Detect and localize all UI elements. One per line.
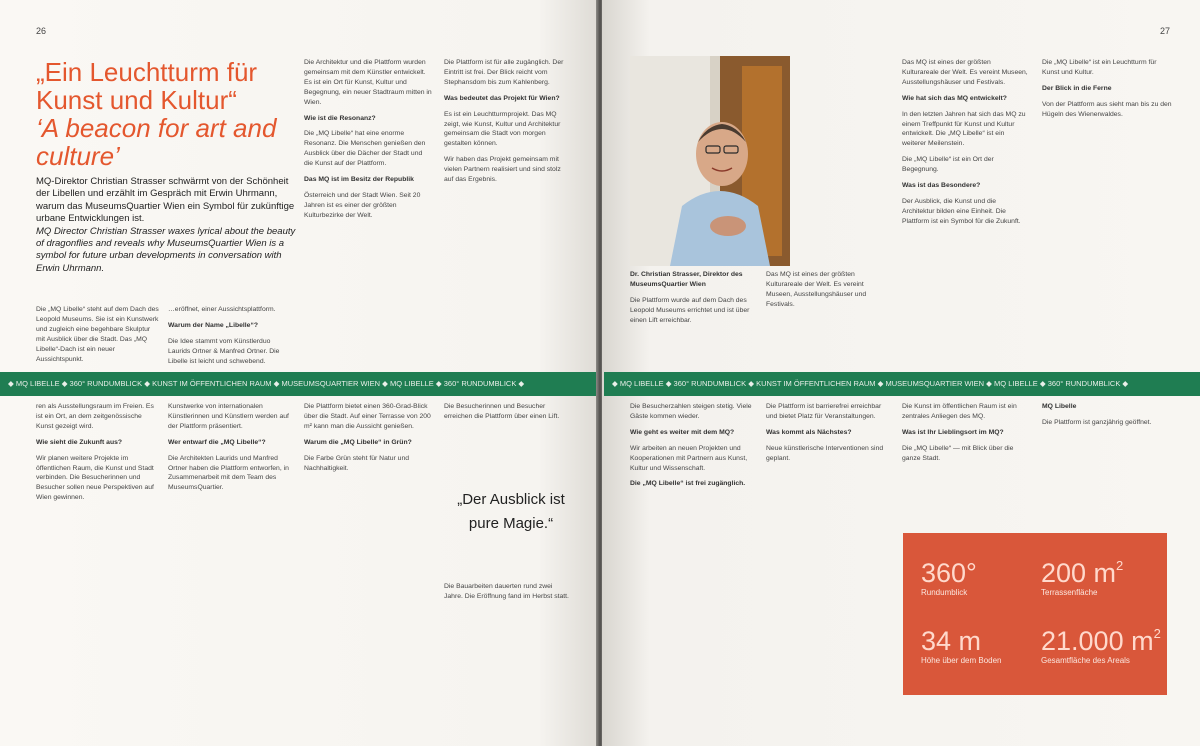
stat-terrassenflaeche (1041, 551, 1161, 598)
article-column-r3-lower (902, 402, 1028, 522)
column-subheading: Was ist Ihr Lieblingsort im MQ? (902, 428, 1004, 436)
page-number-right: 27 (1159, 26, 1170, 36)
article-column-2-lower (168, 402, 292, 702)
column-text: Die Bauarbeiten dauerten rund zwei Jahre. Die Eröffnung fand im Herbst statt. (444, 583, 569, 600)
stats-box (903, 533, 1167, 695)
article-column-r2-lower (766, 402, 890, 702)
column-text: Die Idee stammt vom Künstlerduo Laurids Ortner & Manfred Ortner. Die Libelle ist leicht und schwebend. (168, 337, 280, 365)
column-subheading: Warum die „MQ Libelle“ in Grün? (304, 438, 412, 446)
column-text: Es ist ein Leuchtturmprojekt. Das MQ zeigt, wie Kunst, Kultur und Architektur gemeinsam die Stadt von morgen gestalten können. (444, 110, 561, 148)
portrait-illustration (630, 56, 790, 266)
photo-caption: Dr. Christian Strasser, Direktor des MuseumsQuartier Wien (630, 271, 743, 288)
column-text: …eröffnet, einer Aussichtsplattform. (168, 306, 276, 313)
lead-english: MQ Director Christian Strasser waxes lyrical about the beauty of dragonflies and reveals why MuseumsQuartier Wien is a symbol for future urban developments in conversation with Erwin Uhrmann. (36, 225, 296, 274)
column-subheading: Der Blick in die Ferne (1042, 84, 1112, 92)
column-subheading: Wie hat sich das MQ entwickelt? (902, 94, 1007, 102)
column-text: Die Besucherinnen und Besucher erreichen die Plattform über einen Lift. (444, 403, 560, 420)
column-text: Die „MQ Libelle“ — mit Blick über die ganze Stadt. (902, 444, 1014, 462)
green-band-left: ◆ MQ LIBELLE ◆ 360° RUNDUMBLICK ◆ KUNST IM ÖFFENTLICHEN RAUM ◆ MUSEUMSQUARTIER WIEN ◆ MQ LIBELLE ◆ 360° RUNDUMBLICK ◆ (0, 372, 596, 396)
column-text: Die Plattform ist für alle zugänglich. Der Eintritt ist frei. Der Blick reicht vom Stephansdom bis zum Kahlenberg. (444, 59, 564, 86)
article-column-r4 (1042, 58, 1172, 370)
column-text: Das MQ ist eines der größten Kulturareale der Welt. Es vereint Museen, Ausstellungshäuser und Festivals. (902, 59, 1028, 86)
column-text: Wir haben das Projekt gemeinsam mit vielen Partnern realisiert und sind stolz auf das Ergebnis. (444, 156, 561, 184)
article-column-3-lower (304, 402, 432, 702)
article-column-1 (36, 305, 160, 369)
column-subheading: Warum der Name „Libelle“? (168, 321, 259, 329)
article-column-4-lower (444, 582, 572, 702)
article-column-3 (304, 58, 432, 370)
column-text: Neue künstlerische Interventionen sind geplant. (766, 444, 884, 462)
stat-gesamtflaeche (1041, 619, 1161, 666)
column-text: Die Architektur und die Plattform wurden gemeinsam mit dem Künstler entwickelt. Es ist ein Ort für Kunst, Kultur und Begegnung, ein neuer Stadtraum mitten in Wien. (304, 59, 432, 106)
stat-value: 360° (921, 558, 977, 588)
article-column-2 (168, 305, 292, 369)
column-subheading: Wie ist die Resonanz? (304, 114, 376, 122)
column-text: Die Plattform bietet einen 360-Grad-Blick über die Stadt. Auf einer Terrasse von 200 m² kann man die Aussicht genießen. (304, 403, 431, 430)
article-column-4 (444, 58, 572, 370)
stat-rundumblick (921, 551, 1041, 598)
column-subheading: Was ist das Besondere? (902, 182, 981, 190)
article-column-r2-top (766, 270, 890, 370)
column-text: Die Kunst im öffentlichen Raum ist ein zentrales Anliegen des MQ. (902, 403, 1017, 420)
stat-value: 200 $m^2$ (1041, 558, 1124, 588)
lead-paragraph (36, 176, 302, 275)
stat-value: 21.000 $m^2$ (1041, 626, 1161, 656)
column-text: Österreich und der Stadt Wien. Seit 20 Jahren ist es einer der größten Kulturbezirke der Welt. (304, 191, 421, 219)
article-column-1-lower (36, 402, 160, 702)
column-text: Die Plattform wurde auf dem Dach des Leopold Museums errichtet und ist über einen Lift erreichbar. (630, 296, 750, 324)
column-text: Kunstwerke von internationalen Künstlerinnen und Künstlern werden auf der Plattform präsentiert. (168, 403, 289, 430)
green-band-right: ◆ MQ LIBELLE ◆ 360° RUNDUMBLICK ◆ KUNST IM ÖFFENTLICHEN RAUM ◆ MUSEUMSQUARTIER WIEN ◆ MQ LIBELLE ◆ 360° RUNDUMBLICK ◆ (604, 372, 1200, 396)
article-column-r1-lower (630, 402, 754, 702)
column-subheading: Wie geht es weiter mit dem MQ? (630, 428, 735, 436)
stat-label: Höhe über dem Boden (921, 656, 1002, 665)
column-text: Die Plattform ist ganzjährig geöffnet. (1042, 418, 1152, 426)
column-subheading: Die „MQ Libelle“ ist frei zugänglich. (630, 480, 746, 488)
column-text: In den letzten Jahren hat sich das MQ zu einem Treffpunkt für Kunst und Kultur entwickelt. Die „MQ Libelle“ ist ein weiterer Meilenstein. (902, 110, 1026, 148)
article-column-r4-lower (1042, 402, 1172, 522)
headline (36, 58, 306, 170)
column-subheading: Wie sieht die Zukunft aus? (36, 438, 123, 446)
article-column-r3 (902, 58, 1028, 370)
lead-german: MQ-Direktor Christian Strasser schwärmt von der Schönheit der Libellen und erzählt im Gespräch mit Erwin Uhrmann, warum das MuseumsQuartier Wien ein Symbol für zukünftige urbane Entwicklungen ist. (36, 176, 295, 225)
column-subheading: Wer entwarf die „MQ Libelle“? (168, 438, 266, 446)
column-text: ren als Ausstellungsraum im Freien. Es ist ein Ort, an dem zeitgenössische Kunst gezeigt wird. (36, 403, 154, 430)
column-text: Von der Plattform aus sieht man bis zu den Hügeln des Wienerwaldes. (1042, 100, 1172, 118)
pull-quote: „Der Ausblick ist pure Magie.“ (457, 491, 565, 532)
headline-english: ‘A beacon for art and culture’ (36, 113, 277, 171)
column-text: Die „MQ Libelle“ ist ein Ort der Begegnung. (902, 156, 994, 174)
stat-hoehe (921, 619, 1041, 666)
stat-label: Terrassenfläche (1041, 588, 1098, 597)
column-subheading: MQ Libelle (1042, 403, 1077, 410)
portrait-photo (630, 56, 790, 266)
article-column-4-lower-top (444, 402, 572, 462)
column-text: Die „MQ Libelle“ ist ein Leuchtturm für Kunst und Kultur. (1042, 59, 1157, 76)
column-text: Das MQ ist eines der größten Kulturareale der Welt. Es vereint Museen, Ausstellungshäuser und Festivals. (766, 271, 867, 308)
photo-caption-column (630, 270, 754, 370)
column-text: Die Plattform ist barrierefrei erreichbar und bietet Platz für Veranstaltungen. (766, 403, 882, 420)
column-text: Wir arbeiten an neuen Projekten und Kooperationen mit Partnern aus Kunst, Kultur und Wissenschaft. (630, 444, 748, 472)
stat-value: 34 m (921, 626, 982, 656)
column-text: Die „MQ Libelle“ steht auf dem Dach des Leopold Museums. Sie ist ein Kunstwerk und zugleich eine begehbare Skulptur mit Ausblick über die Stadt. Das „MQ Libelle“-Dach ist ein neuer Aussichtspunkt. (36, 306, 159, 363)
column-text: Die „MQ Libelle“ hat eine enorme Resonanz. Die Menschen genießen den Ausblick über die Dächer der Stadt und die Kunst auf der Plattform. (304, 130, 426, 168)
column-subheading: Was kommt als Nächstes? (766, 428, 852, 436)
column-text: Die Besucherzahlen steigen stetig. Viele Gäste kommen wieder. (630, 403, 752, 420)
column-text: Der Ausblick, die Kunst und die Architektur bilden eine Einheit. Die Plattform ist ein Symbol für die Zukunft. (902, 197, 1021, 225)
column-subheading: Das MQ ist im Besitz der Republik (304, 176, 414, 184)
column-text: Die Architekten Laurids und Manfred Ortner haben die Plattform entworfen, in Zusammenarbeit mit dem Team des MuseumsQuartier. (168, 454, 289, 492)
page-number-left: 26 (36, 26, 47, 36)
stat-label: Rundumblick (921, 588, 968, 597)
column-text: Wir planen weitere Projekte im öffentlichen Raum, die Kunst und Stadt verbinden. Die Besucherinnen und Besucher sollen neue Perspektiven auf Wien gewinnen. (36, 454, 154, 502)
column-subheading: Was bedeutet das Projekt für Wien? (444, 94, 560, 102)
headline-german: „Ein Leuchtturm für Kunst und Kultur“ (36, 57, 258, 115)
stat-label: Gesamtfläche des Areals (1041, 656, 1130, 665)
column-text: Die Farbe Grün steht für Natur und Nachhaltigkeit. (304, 454, 410, 472)
